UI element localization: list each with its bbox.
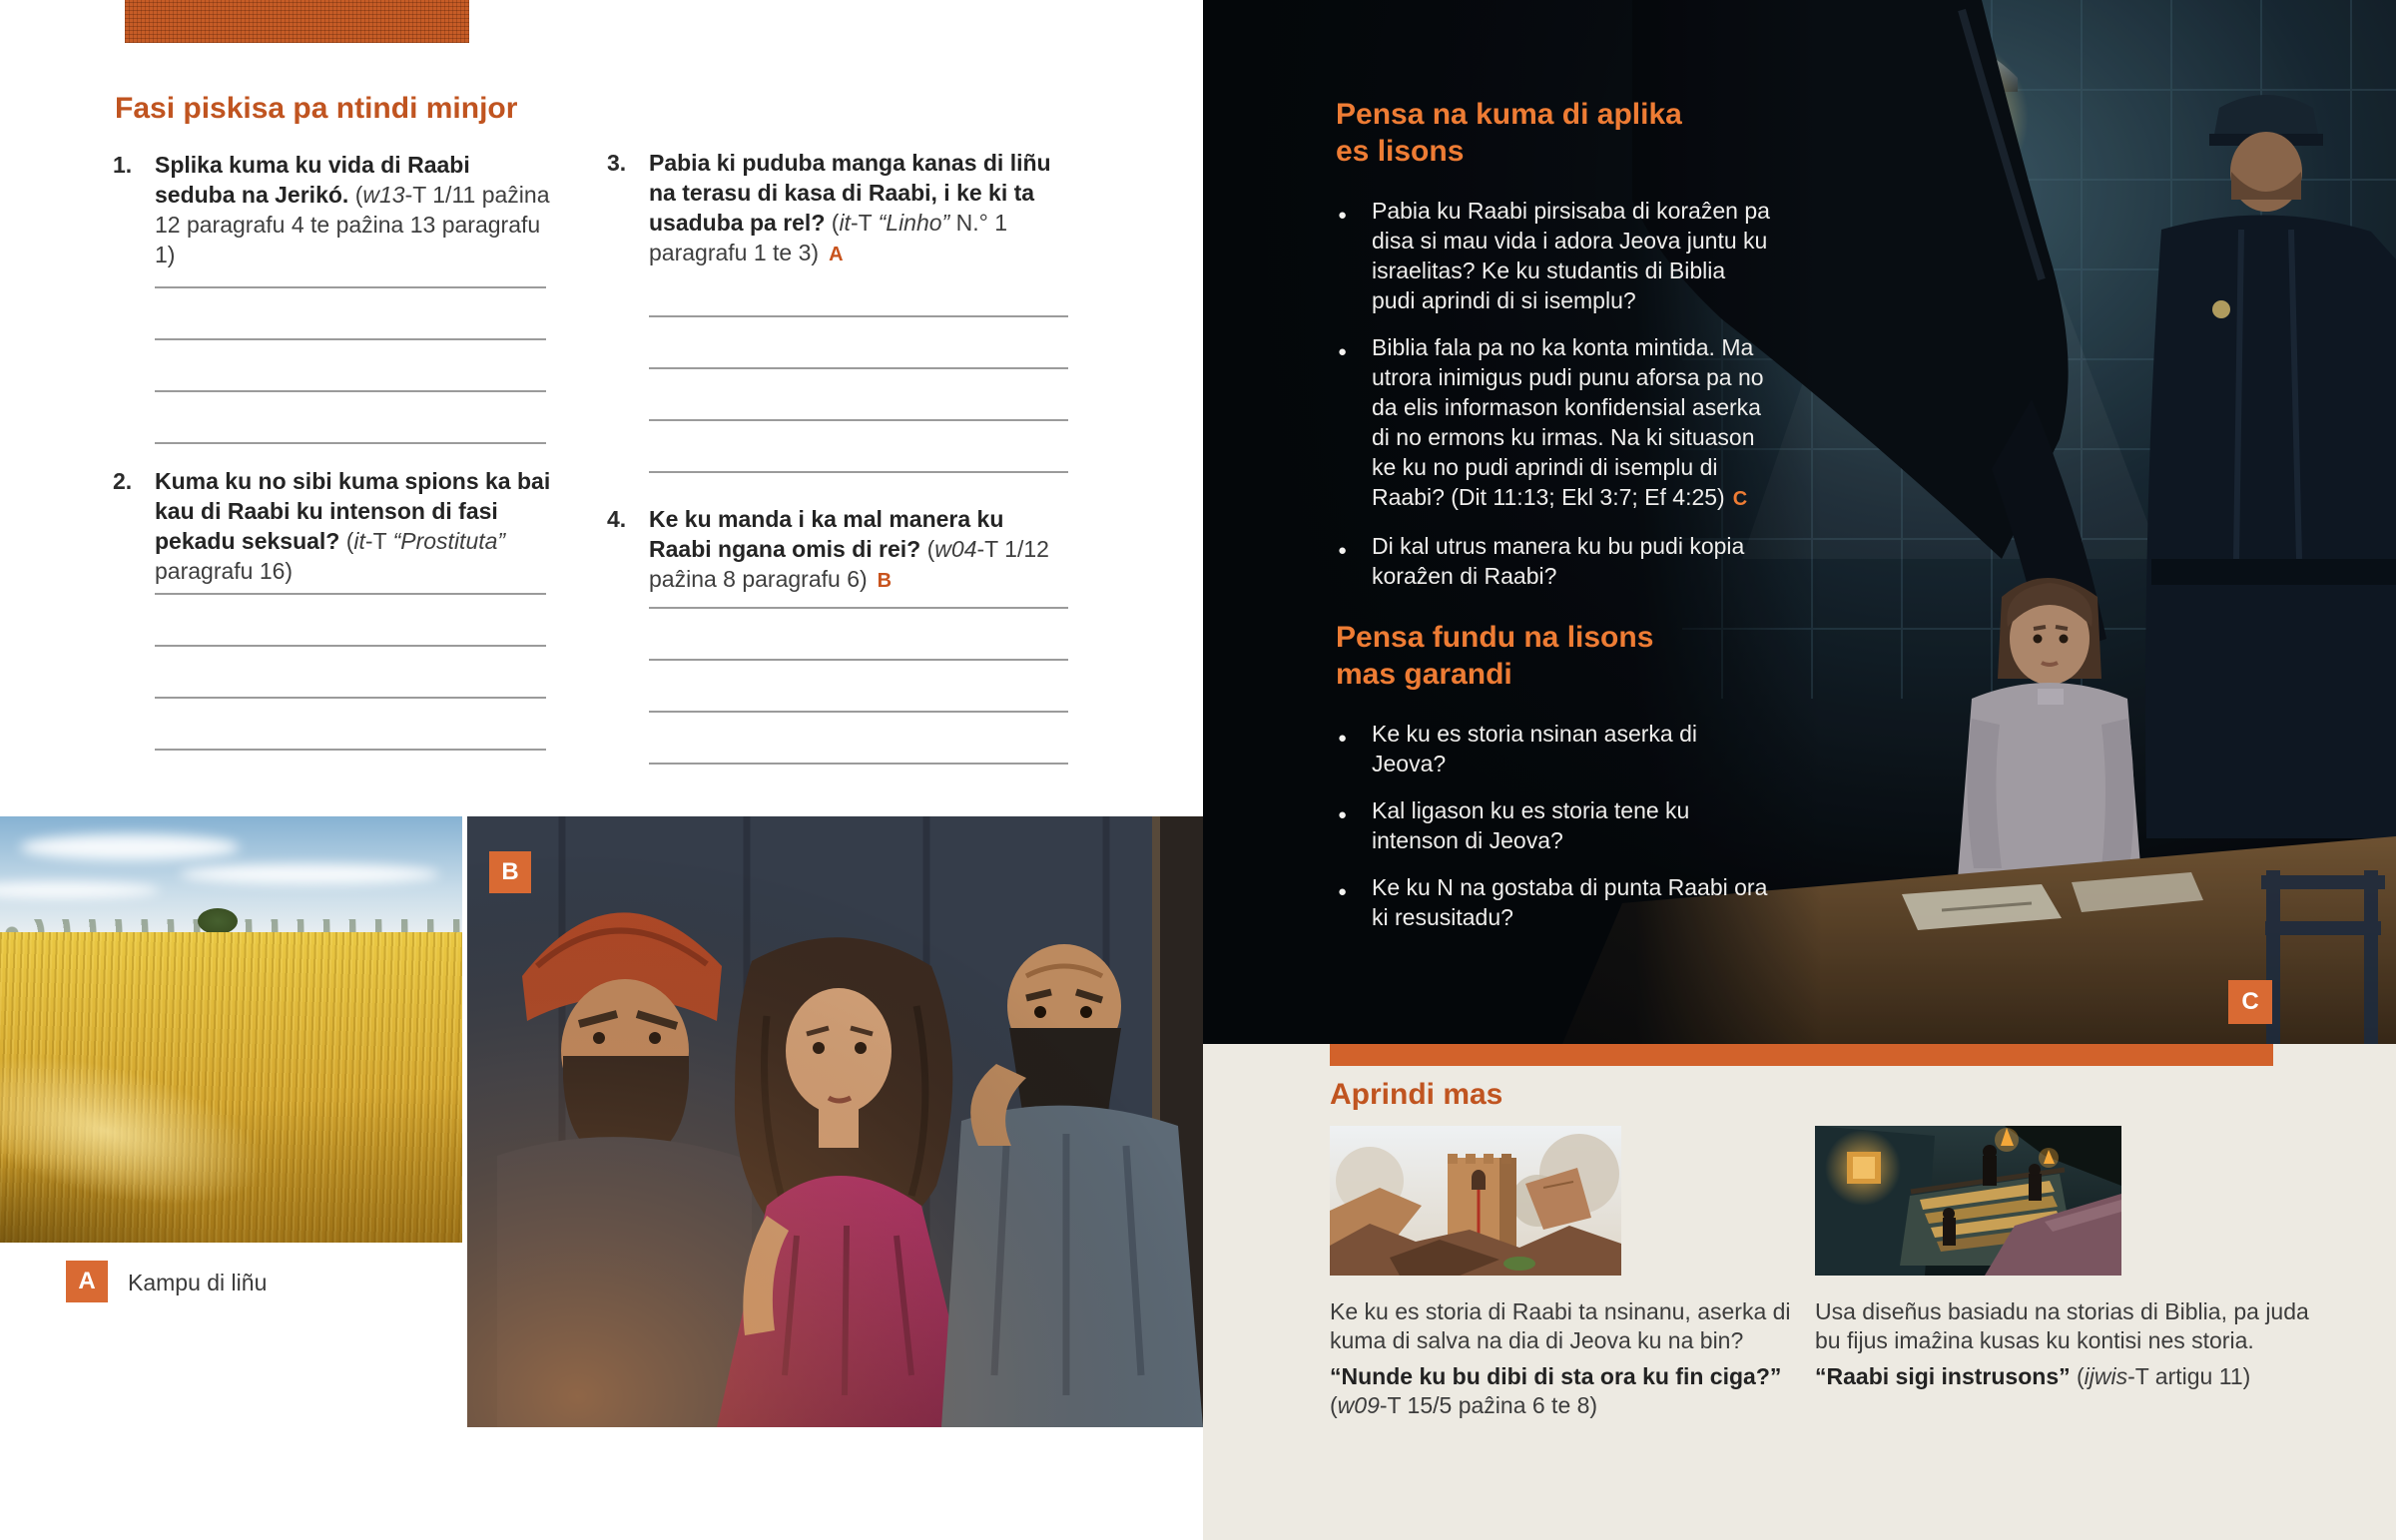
answer-line [649, 557, 1068, 609]
text-segment: ( [348, 182, 363, 208]
text-segment: it [353, 528, 365, 554]
bullet-text: Biblia fala pa no ka konta mintida. Ma utrora inimigus pudi punu aforsa pa no da elis informason konfidensial aserka di no ermons ku irmas. Na ki situason ke ku no pudi aprindi di isemplu di Raabi? (Dit 11:13; Ekl 3:7; Ef 4:25) [1372, 334, 1764, 510]
image-reference-marker: A [829, 244, 844, 265]
bullet-text: Ke ku es storia nsinan aserka di Jeova? [1372, 721, 1698, 776]
answer-line [649, 421, 1068, 473]
bullet-item [1336, 795, 1771, 855]
answer-line [155, 595, 546, 647]
answer-line [155, 340, 546, 392]
text-segment: w09 [1337, 1392, 1380, 1418]
bullet-item [1336, 872, 1771, 932]
bullet-text: Ke ku N na gostaba di punta Raabi ora ki resusitadu? [1372, 874, 1768, 930]
answer-line [155, 647, 546, 699]
text-segment: “Nunde ku bu dibi di sta ora ku fin ciga?” [1330, 1363, 1782, 1389]
question-number: 2. [113, 468, 133, 494]
image-label-a: A [66, 1261, 108, 1302]
learn-more-item-text: Ke ku es storia di Raabi ta nsinanu, aserka di kuma di salva na dia di Jeova ku na bin? [1330, 1298, 1791, 1353]
illustration-art [467, 816, 1203, 1427]
image-reference-marker: C [1732, 488, 1748, 510]
text-segment: ijwis [2084, 1363, 2128, 1389]
bullet-text: Pabia ku Raabi pirsisaba di koraẑen pa disa si mau vida i adora Jeova juntu ku israelitas? Ke ku studantis di Biblia pudi aprindi di si isemplu? [1372, 198, 1770, 313]
learn-more-item-ref [1815, 1362, 2326, 1391]
night-escape-thumbnail [1815, 1126, 2121, 1276]
bullet-item [1336, 719, 1771, 778]
answer-line [155, 699, 546, 751]
text-segment: Ke ku manda i ka mal manera ku Raabi ngana omis di rei? [649, 506, 1004, 562]
text-segment: Pabia ki puduba manga kanas di liñu na terasu di kasa di Raabi, i ke ki ta usaduba pa rel? [649, 150, 1051, 236]
image-reference-marker: B [877, 570, 893, 592]
learn-more-section [1203, 1044, 2396, 1540]
jericho-art [1330, 1126, 1621, 1276]
bullet-item [1336, 332, 1771, 514]
cloud [0, 882, 160, 898]
jericho-walls-thumbnail [1330, 1126, 1621, 1276]
answer-lines-q2 [155, 543, 546, 751]
bullet-item [1336, 531, 1771, 591]
worksheet-title: Fasi piskisa pa ntindi minjor [115, 92, 518, 125]
cloud [20, 834, 240, 860]
answer-line [155, 288, 546, 340]
answer-lines-q4 [649, 557, 1068, 765]
learn-more-heading: Aprindi mas [1330, 1078, 1503, 1111]
text-segment: ( [339, 528, 354, 554]
text-segment: “Linho” [878, 210, 950, 236]
answer-line [649, 265, 1068, 317]
apply-heading: Pensa na kuma di aplika es lisons [1336, 98, 1682, 168]
deeper-heading: Pensa fundu na lisons mas garandi [1336, 621, 1654, 691]
image-a-caption: Kampu di liñu [128, 1270, 268, 1295]
tree [198, 908, 238, 934]
text-segment: -T 1/12 paẑina 8 paragrafu 6) [649, 536, 1049, 592]
answer-lines-q1 [155, 237, 546, 444]
bullet-text: Kal ligason ku es storia tene ku intenson di Jeova? [1372, 797, 1690, 853]
text-segment: it [839, 210, 851, 236]
text-segment: ( [825, 210, 840, 236]
question-number: 3. [607, 150, 627, 176]
text-segment: N.° 1 paragrafu 1 te 3) [649, 210, 1008, 265]
learn-more-item-text: Usa diseñus basiadu na storias di Biblia, pa juda bu fijus imaẑina kusas ku kontisi nes storia. [1815, 1298, 2309, 1353]
question-text [649, 148, 1068, 269]
orange-texture-bar [125, 0, 469, 43]
text-segment: “Raabi sigi instrusons” [1815, 1363, 2071, 1389]
answer-line [155, 237, 546, 288]
learn-more-item-1 [1330, 1297, 1807, 1420]
bullet-item [1336, 196, 1771, 315]
apply-bullet-list [1336, 196, 1771, 591]
photo-discussion-panel [1336, 96, 1771, 949]
cloud [180, 864, 439, 884]
question-number: 4. [607, 506, 627, 532]
text-segment: -T [850, 210, 879, 236]
answer-line [649, 317, 1068, 369]
text-segment: ( [2070, 1363, 2085, 1389]
text-segment: paragrafu 16) [155, 558, 294, 584]
text-segment: -T 1/11 paẑina 12 paragrafu 4 te paẑina 13 paragrafu 1) [155, 182, 550, 267]
learn-more-item-ref [1330, 1362, 1807, 1420]
rahab-doorway-illustration [467, 816, 1203, 1427]
question-3 [607, 148, 1068, 269]
learn-more-item-2 [1815, 1297, 2326, 1391]
answer-line [649, 661, 1068, 713]
question-number: 1. [113, 152, 133, 178]
text-segment: Kuma ku no sibi kuma spions ka bai kau di Raabi ku intenson di fasi pekadu seksual? [155, 468, 551, 554]
text-segment: w13 [362, 182, 405, 208]
answer-line [649, 713, 1068, 765]
text-segment: -T artigu 11) [2127, 1363, 2251, 1389]
bullet-text: Di kal utrus manera ku bu pudi kopia koraẑen di Raabi? [1372, 533, 1745, 589]
image-label-c: C [2228, 980, 2272, 1024]
deeper-bullet-list [1336, 719, 1771, 932]
flax-field-photo [0, 816, 462, 1243]
text-segment: ( [920, 536, 935, 562]
text-segment: Splika kuma ku vida di Raabi seduba na Jerikó. [155, 152, 470, 208]
answer-lines-q3 [649, 265, 1068, 473]
answer-line [155, 392, 546, 444]
text-segment: “Prostituta” [392, 528, 506, 554]
orange-divider [1330, 1044, 2273, 1066]
image-label-b: B [489, 851, 531, 893]
text-segment: -T 15/5 paẑina 6 te 8) [1379, 1392, 1598, 1418]
answer-line [649, 609, 1068, 661]
text-segment: -T [364, 528, 393, 554]
text-segment: w04 [934, 536, 977, 562]
night-escape-art [1815, 1126, 2121, 1276]
answer-line [649, 369, 1068, 421]
answer-line [155, 543, 546, 595]
text-segment: ( [1330, 1392, 1338, 1418]
